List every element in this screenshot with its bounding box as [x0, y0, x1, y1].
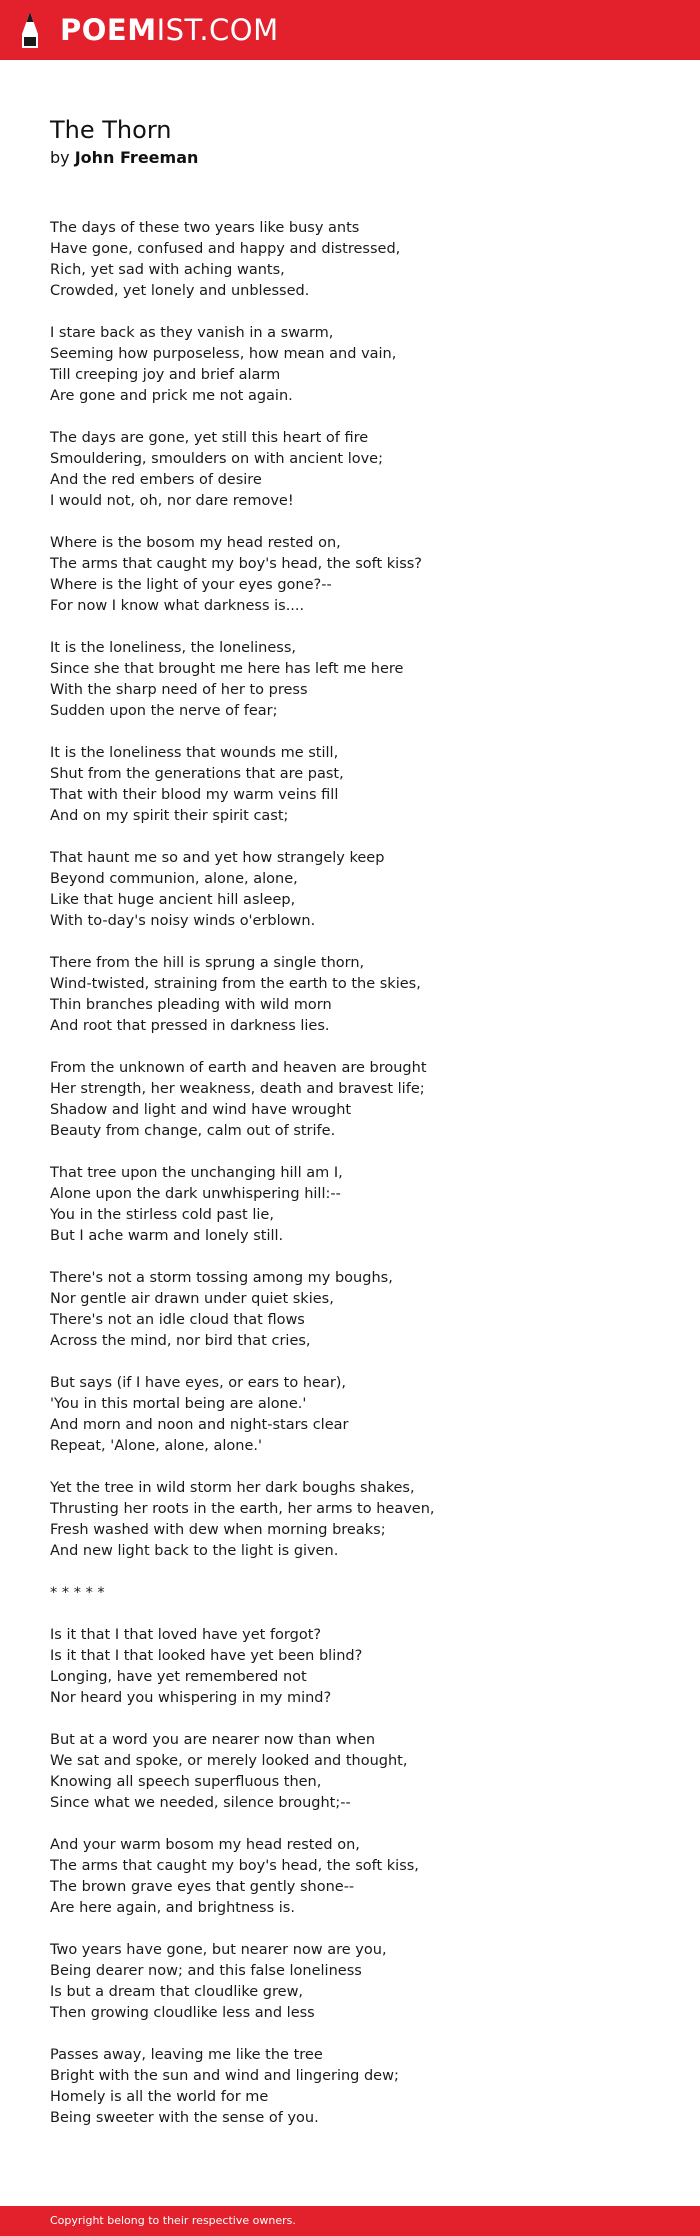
poem-stanza — [50, 1835, 650, 1919]
poem-line: Across the mind, nor bird that cries, — [50, 1333, 311, 1349]
poem-line: You in the stirless cold past lie, — [50, 1207, 274, 1223]
poem-line: For now I know what darkness is.... — [50, 598, 305, 614]
poem-line: Seeming how purposeless, how mean and vain, — [50, 346, 397, 362]
poem-line: Since what we needed, silence brought;-- — [50, 1795, 351, 1811]
poem-line: Rich, yet sad with aching wants, — [50, 262, 285, 278]
logo-text-bold: POEM — [60, 13, 157, 47]
poem-line: Nor gentle air drawn under quiet skies, — [50, 1291, 334, 1307]
poem-stanza — [50, 1163, 650, 1247]
poem-line: Have gone, confused and happy and distressed, — [50, 241, 401, 257]
poem-line: Is it that I that looked have yet been blind? — [50, 1648, 363, 1664]
poem-line: Being sweeter with the sense of you. — [50, 2110, 319, 2126]
poem-stanza — [50, 1058, 650, 1142]
poem-line: Are here again, and brightness is. — [50, 1900, 295, 1916]
poem-line: I would not, oh, nor dare remove! — [50, 493, 294, 509]
poem-stanza — [50, 428, 650, 512]
poem-line: Is but a dream that cloudlike grew, — [50, 1984, 304, 2000]
byline-prefix: by — [50, 148, 70, 167]
poem-line: Thrusting her roots in the earth, her arms to heaven, — [50, 1501, 435, 1517]
poem-line: Are gone and prick me not again. — [50, 388, 293, 404]
poem-stanza — [50, 953, 650, 1037]
poem-line: Wind-twisted, straining from the earth to the skies, — [50, 976, 421, 992]
poem-stanza — [50, 848, 650, 932]
poem-line: Longing, have yet remembered not — [50, 1669, 307, 1685]
poem-stanza — [50, 2045, 650, 2129]
logo-text-light: IST.COM — [156, 13, 279, 47]
poem-line: It is the loneliness that wounds me still, — [50, 745, 339, 761]
poem-line: Till creeping joy and brief alarm — [50, 367, 281, 383]
poem-line: Alone upon the dark unwhispering hill:-- — [50, 1186, 341, 1202]
poem-line: Crowded, yet lonely and unblessed. — [50, 283, 310, 299]
poem-line: Fresh washed with dew when morning breaks; — [50, 1522, 386, 1538]
poem-stanza — [50, 1940, 650, 2024]
poem-line: It is the loneliness, the loneliness, — [50, 640, 296, 656]
poem-stanza — [50, 638, 650, 722]
poem-line: The days of these two years like busy ants — [50, 220, 360, 236]
poem-title: The Thorn — [50, 116, 172, 144]
poem-stanza — [50, 1373, 650, 1457]
logo-text — [60, 10, 279, 50]
copyright-text: Copyright belong to their respective owners. — [50, 2214, 296, 2227]
site-header — [0, 0, 700, 60]
poem-line: Being dearer now; and this false loneliness — [50, 1963, 362, 1979]
poem-line: From the unknown of earth and heaven are brought — [50, 1060, 427, 1076]
poem-line: And root that pressed in darkness lies. — [50, 1018, 330, 1034]
site-footer — [0, 2206, 700, 2236]
poem-line: And your warm bosom my head rested on, — [50, 1837, 360, 1853]
poem-line: And on my spirit their spirit cast; — [50, 808, 289, 824]
poem-stanza — [50, 323, 650, 407]
poem-line: There from the hill is sprung a single thorn, — [50, 955, 365, 971]
poem-line: Where is the bosom my head rested on, — [50, 535, 341, 551]
poem-line: The brown grave eyes that gently shone-- — [50, 1879, 355, 1895]
poem-line: Smouldering, smoulders on with ancient love; — [50, 451, 383, 467]
poem-line: But says (if I have eyes, or ears to hear), — [50, 1375, 347, 1391]
poem-line: Is it that I that loved have yet forgot? — [50, 1627, 322, 1643]
poem-line: With the sharp need of her to press — [50, 682, 308, 698]
poem-line: Shut from the generations that are past, — [50, 766, 344, 782]
poem-line: I stare back as they vanish in a swarm, — [50, 325, 334, 341]
poem-line: Beauty from change, calm out of strife. — [50, 1123, 336, 1139]
poem-line: We sat and spoke, or merely looked and thought, — [50, 1753, 408, 1769]
poem-line: Bright with the sun and wind and lingering dew; — [50, 2068, 399, 2084]
poem-line: Knowing all speech superfluous then, — [50, 1774, 322, 1790]
poem-line: That haunt me so and yet how strangely keep — [50, 850, 385, 866]
poem-line: Like that huge ancient hill asleep, — [50, 892, 296, 908]
poem-author: John Freeman — [74, 148, 199, 167]
poem-stanza — [50, 533, 650, 617]
poem-line: 'You in this mortal being are alone.' — [50, 1396, 307, 1412]
poem-byline — [50, 146, 198, 170]
poem-line: And the red embers of desire — [50, 472, 262, 488]
poem-line: Her strength, her weakness, death and bravest life; — [50, 1081, 425, 1097]
poem-line: There's not a storm tossing among my boughs, — [50, 1270, 393, 1286]
poem-line: But at a word you are nearer now than when — [50, 1732, 376, 1748]
poem-line: With to-day's noisy winds o'erblown. — [50, 913, 316, 929]
poem-line: That with their blood my warm veins fill — [50, 787, 339, 803]
poem-line: Two years have gone, but nearer now are you, — [50, 1942, 387, 1958]
poem-line: The days are gone, yet still this heart of fire — [50, 430, 369, 446]
poem-line: Beyond communion, alone, alone, — [50, 871, 298, 887]
poem-stanza — [50, 218, 650, 302]
poem-line: Yet the tree in wild storm her dark boughs shakes, — [50, 1480, 415, 1496]
pencil-icon — [18, 10, 42, 50]
poem-stanza — [50, 1583, 650, 1604]
poem-line: Homely is all the world for me — [50, 2089, 269, 2105]
poem-stanza — [50, 1478, 650, 1562]
poem-line: And morn and noon and night-stars clear — [50, 1417, 349, 1433]
poem-stanza — [50, 1730, 650, 1814]
poem-line: Passes away, leaving me like the tree — [50, 2047, 323, 2063]
poem-line: Repeat, 'Alone, alone, alone.' — [50, 1438, 262, 1454]
poem-body — [50, 218, 650, 2150]
poem-line: Shadow and light and wind have wrought — [50, 1102, 352, 1118]
poem-line: Then growing cloudlike less and less — [50, 2005, 315, 2021]
poem-line: Since she that brought me here has left me here — [50, 661, 404, 677]
poem-stanza — [50, 1268, 650, 1352]
poem-line: The arms that caught my boy's head, the soft kiss? — [50, 556, 422, 572]
poem-line: But I ache warm and lonely still. — [50, 1228, 284, 1244]
poem-line: That tree upon the unchanging hill am I, — [50, 1165, 343, 1181]
poem-line: And new light back to the light is given. — [50, 1543, 339, 1559]
poem-line: Sudden upon the nerve of fear; — [50, 703, 278, 719]
poem-line: Where is the light of your eyes gone?-- — [50, 577, 332, 593]
poem-line: Thin branches pleading with wild morn — [50, 997, 332, 1013]
poem-line: * * * * * — [50, 1585, 105, 1601]
poem-stanza — [50, 1625, 650, 1709]
site-logo[interactable] — [18, 10, 279, 50]
poem-line: Nor heard you whispering in my mind? — [50, 1690, 332, 1706]
poem-stanza — [50, 743, 650, 827]
poem-line: The arms that caught my boy's head, the soft kiss, — [50, 1858, 419, 1874]
poem-line: There's not an idle cloud that flows — [50, 1312, 305, 1328]
